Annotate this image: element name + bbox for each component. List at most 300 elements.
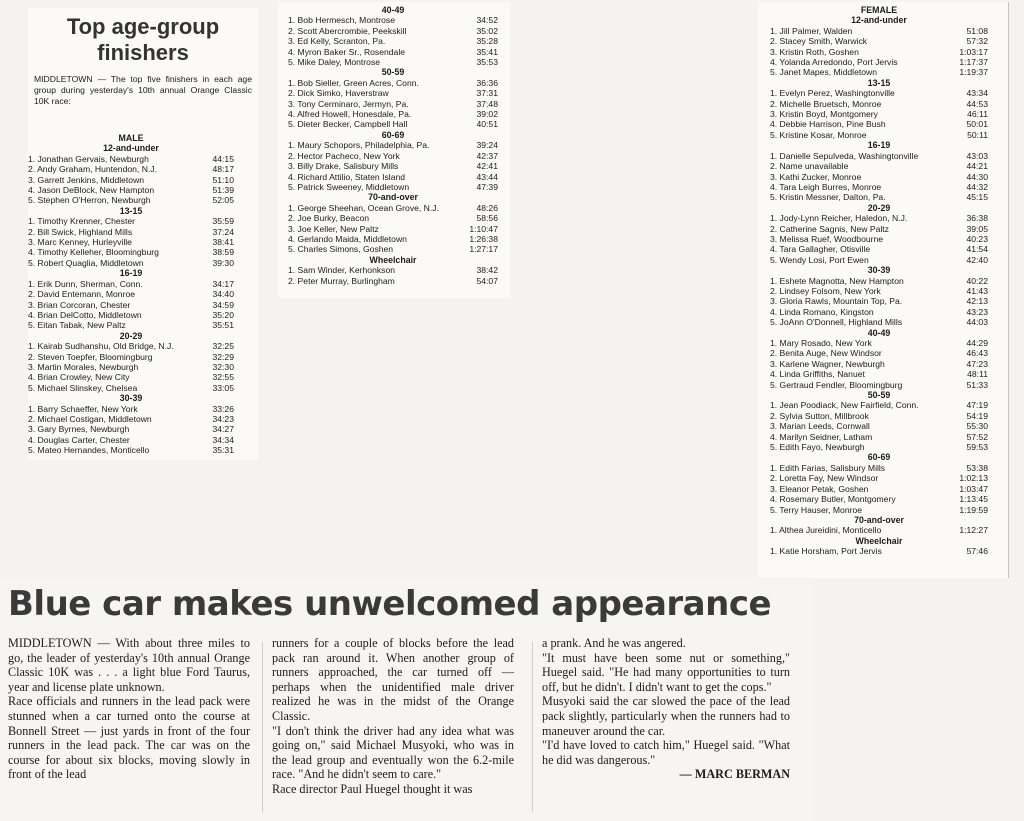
result-row <box>288 119 498 129</box>
finish-time: 35:41 <box>476 46 498 57</box>
result-row <box>770 276 988 286</box>
finish-time: 1:10:47 <box>469 223 498 234</box>
article-paragraph: "I'd have loved to catch him," Huegel said. "What he did was dangerous." <box>542 738 790 767</box>
result-row <box>770 359 988 369</box>
result-row <box>770 151 988 161</box>
runner-name: 5. Eitan Tabak, New Paltz <box>28 320 126 331</box>
finish-time: 55:30 <box>966 421 988 432</box>
finish-time: 42:40 <box>966 254 988 265</box>
runner-name: 5. Charles Simons, Goshen <box>288 244 394 255</box>
result-row <box>770 546 988 556</box>
runner-name: 1. Kairab Sudhanshu, Old Bridge, N.J. <box>28 341 174 352</box>
runner-name: 4. Richard Attilio, Staten Island <box>288 171 406 182</box>
finish-time: 32:30 <box>212 361 234 372</box>
finish-time: 35:28 <box>476 36 498 47</box>
runner-name: 4. Brian DelCotto, Middletown <box>28 309 142 320</box>
finish-time: 43:23 <box>966 306 988 317</box>
finish-time: 53:38 <box>966 462 988 473</box>
age-group-clipping-female <box>758 2 1009 578</box>
runner-name: 2. Bill Swick, Highland Mills <box>28 226 133 237</box>
runner-name: 3. Billy Drake, Salisbury Mills <box>288 161 399 172</box>
runner-name: 1. Bob Hermesch, Montrose <box>288 15 395 26</box>
result-row <box>770 432 988 442</box>
result-row <box>28 404 234 414</box>
result-row <box>770 442 988 452</box>
runner-name: 5. Mateo Hernandes, Monticello <box>28 445 150 456</box>
section-heading: 12-and-under <box>103 143 159 154</box>
results-list-male-young <box>28 133 234 456</box>
finish-time: 36:36 <box>476 77 498 88</box>
runner-name: 2. Joe Burky, Beacon <box>288 213 370 224</box>
column-divider <box>532 642 533 812</box>
finish-time: 37:48 <box>476 98 498 109</box>
finish-time: 39:05 <box>966 223 988 234</box>
result-row <box>770 26 988 36</box>
finish-time: 35:59 <box>212 216 234 227</box>
finish-time: 1:19:37 <box>959 67 988 78</box>
finish-time: 44:15 <box>212 153 234 164</box>
finish-time: 34:59 <box>212 299 234 310</box>
result-row <box>28 445 234 455</box>
result-row <box>28 372 234 382</box>
runner-name: 3. Karlene Wagner, Newburgh <box>770 358 885 369</box>
finish-time: 47:19 <box>966 400 988 411</box>
result-row <box>288 161 498 171</box>
result-row <box>288 36 498 46</box>
article-column-1 <box>8 636 250 782</box>
finish-time: 33:26 <box>212 403 234 414</box>
article-byline: — MARC BERMAN <box>679 767 790 782</box>
runner-name: 1. Jonathan Gervais, Newburgh <box>28 153 149 164</box>
result-row <box>288 15 498 25</box>
runner-name: 1. Althea Jureidini, Monticello <box>770 525 882 536</box>
section-heading: 60-69 <box>867 452 891 463</box>
runner-name: 1. Jody-Lynn Reicher, Haledon, N.J. <box>770 213 908 224</box>
runner-name: 4. Linda Romano, Kingston <box>770 306 874 317</box>
runner-name: 3. Joe Keller, New Paltz <box>288 223 379 234</box>
article-column-3 <box>542 636 790 782</box>
runner-name: 3. Tony Cerminaro, Jermyn, Pa. <box>288 98 409 109</box>
finish-time: 44:21 <box>966 161 988 172</box>
finish-time: 50:11 <box>967 129 988 140</box>
result-row <box>288 57 498 67</box>
result-row <box>28 362 234 372</box>
result-row <box>770 182 988 192</box>
runner-name: 1. Erik Dunn, Sherman, Conn. <box>28 278 143 289</box>
runner-name: 4. Alfred Howell, Honesdale, Pa. <box>288 109 412 120</box>
finish-time: 41:43 <box>966 285 988 296</box>
runner-name: 2. Michelle Bruetsch, Monroe <box>770 98 882 109</box>
runner-name: 4. Tara Leigh Burres, Monroe <box>770 181 882 192</box>
result-row <box>28 247 234 257</box>
runner-name: 1. Mary Rosado, New York <box>770 338 872 348</box>
finish-time: 44:30 <box>966 171 988 182</box>
runner-name: 1. Barry Schaeffer, New York <box>28 403 138 414</box>
runner-name: 4. Gerlando Maida, Middletown <box>288 233 407 244</box>
runner-name: 4. Marilyn Seidner, Latham <box>770 431 873 442</box>
result-row <box>288 213 498 223</box>
finish-time: 57:46 <box>966 546 988 557</box>
runner-name: 5. Stephen O'Herron, Newburgh <box>28 195 151 206</box>
result-row <box>288 234 498 244</box>
runner-name: 3. Gary Byrnes, Newburgh <box>28 424 130 435</box>
runner-name: 2. Hector Pacheco, New York <box>288 150 400 161</box>
finish-time: 58:56 <box>476 213 498 224</box>
results-list-male-older <box>288 5 498 286</box>
finish-time: 48:17 <box>212 164 234 175</box>
result-row <box>770 484 988 494</box>
age-group-clipping-male-older <box>278 2 510 298</box>
runner-name: 3. Garrett Jenkins, Middletown <box>28 174 145 185</box>
runner-name: 3. Kristin Boyd, Montgomery <box>770 109 878 120</box>
finish-time: 51:39 <box>212 185 234 196</box>
runner-name: 1. Eshete Magnotta, New Hampton <box>770 275 904 286</box>
runner-name: 5. Kristin Messner, Dalton, Pa. <box>770 192 886 203</box>
article-paragraph: Race director Paul Huegel thought it was <box>272 781 473 796</box>
runner-name: 2. Scott Abercrombie, Peekskill <box>288 25 407 36</box>
result-row <box>28 435 234 445</box>
finish-time: 51:08 <box>966 25 988 36</box>
runner-name: 5. Gertraud Fendler, Bloomingburg <box>770 379 903 390</box>
runner-name: 1. Bob Sieller, Green Acres, Conn. <box>288 77 419 88</box>
section-heading: 20-29 <box>867 202 891 213</box>
result-row <box>770 348 988 358</box>
runner-name: 3. Marc Kenney, Hurleyville <box>28 237 132 248</box>
runner-name: 5. Wendy Losi, Port Ewen <box>770 254 869 265</box>
finish-time: 37:31 <box>476 88 498 99</box>
article-paragraph: MIDDLETOWN — With about three miles to go, the leader of yesterday's 10th annual Orange Classic 10K was . . . a light blue Ford Taurus, year and license plate unknown. <box>8 636 250 694</box>
article-clipping <box>0 580 812 821</box>
result-row <box>770 224 988 234</box>
article-paragraph: Musyoki said the car slowed the pace of the lead pack slightly, particularly when the runners had to maneuver around the car. <box>542 694 790 738</box>
result-row <box>770 109 988 119</box>
runner-name: 5. JoAnn O'Donnell, Highland Mills <box>770 317 903 328</box>
result-row <box>770 172 988 182</box>
result-row <box>288 26 498 36</box>
finish-time: 43:44 <box>476 171 498 182</box>
result-row <box>28 300 234 310</box>
finish-time: 57:32 <box>966 36 988 47</box>
finish-time: 44:32 <box>966 181 988 192</box>
result-row <box>770 380 988 390</box>
runner-name: 4. Debbie Harrison, Pine Bush <box>770 119 886 130</box>
finish-time: 1:03:17 <box>959 46 988 57</box>
article-paragraph: Race officials and runners in the lead pack were stunned when a car turned onto the course at Bonnell Street — just yards in front of the four runners in the lead pack. The car was on the course for about six blocks, moving slowly in front of the lead <box>8 694 250 782</box>
result-row <box>770 36 988 46</box>
result-row <box>28 154 234 164</box>
finish-time: 42:13 <box>966 296 988 307</box>
article-headline: Blue car makes unwelcomed appearance <box>8 584 772 624</box>
finish-time: 37:24 <box>212 226 234 237</box>
runner-name: 3. Kristin Roth, Goshen <box>770 46 859 57</box>
result-row <box>770 421 988 431</box>
section-heading: FEMALE <box>860 5 898 15</box>
runner-name: 2. Andy Graham, Huntendon, N.J. <box>28 164 157 175</box>
finish-time: 34:27 <box>212 424 234 435</box>
result-row <box>28 195 234 205</box>
finish-time: 48:26 <box>476 202 498 213</box>
result-row <box>288 78 498 88</box>
runner-name: 5. Janet Mapes, Middletown <box>770 67 878 78</box>
finish-time: 1:13:45 <box>959 494 988 505</box>
result-row <box>288 244 498 254</box>
result-row <box>28 227 234 237</box>
finish-time: 54:07 <box>476 275 498 286</box>
result-row <box>770 296 988 306</box>
section-heading: 12-and-under <box>851 15 907 26</box>
result-row <box>770 463 988 473</box>
finish-time: 52:05 <box>212 195 234 206</box>
section-heading: MALE <box>118 133 144 143</box>
clipping-intro: MIDDLETOWN — The top five finishers in each age group during yesterday's 10th annual Orange Classic 10K race: <box>34 74 252 106</box>
finish-time: 39:30 <box>212 257 234 268</box>
result-row <box>770 67 988 77</box>
result-row <box>28 216 234 226</box>
section-heading: 50-59 <box>381 67 405 78</box>
runner-name: 4. Brian Crowley, New City <box>28 372 130 383</box>
finish-time: 38:41 <box>212 237 234 248</box>
section-heading: 30-39 <box>119 393 143 404</box>
section-heading: Wheelchair <box>369 254 417 265</box>
runner-name: 4. Jason DeBlock, New Hampton <box>28 185 155 196</box>
finish-time: 34:34 <box>212 434 234 445</box>
result-row <box>770 369 988 379</box>
runner-name: 5. Patrick Sweeney, Middletown <box>288 181 410 192</box>
runner-name: 2. Catherine Sagnis, New Paltz <box>770 223 889 234</box>
finish-time: 1:19:59 <box>959 504 988 515</box>
runner-name: 1. Danielle Sepulveda, Washingtonville <box>770 150 919 161</box>
result-row <box>770 307 988 317</box>
finish-time: 51:10 <box>212 174 234 185</box>
runner-name: 3. Kathi Zucker, Monroe <box>770 171 862 182</box>
finish-time: 44:53 <box>966 98 988 109</box>
finish-time: 38:59 <box>212 247 234 258</box>
section-heading: 40-49 <box>867 327 891 338</box>
result-row <box>288 182 498 192</box>
result-row <box>770 525 988 535</box>
result-row <box>28 279 234 289</box>
finish-time: 42:41 <box>476 161 498 172</box>
section-heading: 50-59 <box>867 390 891 401</box>
runner-name: 1. Evelyn Perez, Washingtonville <box>770 88 895 99</box>
finish-time: 1:27:17 <box>469 244 498 255</box>
result-row <box>28 310 234 320</box>
result-row <box>288 151 498 161</box>
result-row <box>28 175 234 185</box>
section-heading: 13-15 <box>867 77 891 88</box>
column-divider <box>262 642 263 812</box>
result-row <box>288 88 498 98</box>
result-row <box>28 341 234 351</box>
result-row <box>28 383 234 393</box>
runner-name: 2. David Entemann, Monroe <box>28 289 136 300</box>
result-row <box>28 164 234 174</box>
result-row <box>288 276 498 286</box>
result-row <box>770 99 988 109</box>
finish-time: 32:55 <box>212 372 234 383</box>
runner-name: 4. Timothy Kelleher, Bloomingburg <box>28 247 159 258</box>
finish-time: 47:39 <box>476 181 498 192</box>
runner-name: 5. Terry Hauser, Monroe <box>770 504 863 515</box>
result-row <box>770 47 988 57</box>
finish-time: 32:29 <box>212 351 234 362</box>
age-group-clipping-male <box>28 8 258 460</box>
finish-time: 33:05 <box>212 382 234 393</box>
article-paragraph: runners for a couple of blocks before the lead pack ran around it. When another group of runners approached, the car turned off — perhaps when the unidentified male driver realized he was in the midst of the Orange Classic. <box>272 636 514 723</box>
runner-name: 5. Edith Fayo, Newburgh <box>770 442 865 453</box>
result-row <box>288 140 498 150</box>
result-row <box>28 352 234 362</box>
runner-name: 3. Brian Corcoran, Chester <box>28 299 131 310</box>
runner-name: 4. Yolanda Arredondo, Port Jervis <box>770 57 898 68</box>
runner-name: 3. Eleanor Petak, Goshen <box>770 483 869 494</box>
finish-time: 35:53 <box>476 57 498 68</box>
runner-name: 2. Benita Auge, New Windsor <box>770 348 882 359</box>
runner-name: 3. Melissa Ruef, Woodbourne <box>770 233 884 244</box>
runner-name: 1. Maury Schopors, Philadelphia, Pa. <box>288 140 430 151</box>
result-row <box>770 234 988 244</box>
result-row <box>28 414 234 424</box>
result-row <box>288 265 498 275</box>
result-row <box>770 161 988 171</box>
section-heading: 40-49 <box>381 5 405 15</box>
finish-time: 47:23 <box>966 358 988 369</box>
runner-name: 2. Name unavailable <box>770 161 849 172</box>
runner-name: 4. Myron Baker Sr., Rosendale <box>288 46 406 57</box>
section-heading: 70-and-over <box>854 514 904 525</box>
article-paragraph: "I don't think the driver had any idea what was going on," said Michael Musyoki, who was in the lead group and eventually won the 6.2-mile race. "And he didn't seem to care." <box>272 723 514 782</box>
finish-time: 46:11 <box>967 109 988 120</box>
result-row <box>288 47 498 57</box>
result-row <box>288 99 498 109</box>
result-row <box>770 494 988 504</box>
runner-name: 4. Linda Griffiths, Nanuet <box>770 369 865 380</box>
finish-time: 35:51 <box>212 320 234 331</box>
result-row <box>770 317 988 327</box>
finish-time: 40:51 <box>476 119 498 130</box>
result-row <box>770 192 988 202</box>
runner-name: 1. Edith Farias, Salisbury Mills <box>770 462 886 473</box>
runner-name: 1. George Sheehan, Ocean Grove, N.J. <box>288 202 439 213</box>
result-row <box>288 109 498 119</box>
article-column-2 <box>272 636 514 797</box>
runner-name: 1. Sam Winder, Kerhonkson <box>288 265 395 276</box>
result-row <box>770 338 988 348</box>
finish-time: 34:40 <box>212 289 234 300</box>
section-heading: 13-15 <box>119 205 143 216</box>
section-heading: 20-29 <box>119 330 143 341</box>
section-heading: 16-19 <box>119 268 143 279</box>
runner-name: 1. Katie Horsham, Port Jervis <box>770 546 882 557</box>
runner-name: 2. Steven Toepfer, Bloomingburg <box>28 351 153 362</box>
result-row <box>288 203 498 213</box>
result-row <box>28 237 234 247</box>
finish-time: 32:25 <box>212 341 234 352</box>
runner-name: 2. Sylvia Sutton, Millbrook <box>770 410 869 421</box>
result-row <box>770 88 988 98</box>
finish-time: 39:02 <box>476 109 498 120</box>
result-row <box>770 130 988 140</box>
section-heading: Wheelchair <box>855 535 903 546</box>
finish-time: 1:03:47 <box>959 483 988 494</box>
runner-name: 4. Tara Gallagher, Otisville <box>770 244 871 255</box>
runner-name: 5. Robert Quaglia, Middletown <box>28 257 144 268</box>
result-row <box>770 255 988 265</box>
runner-name: 2. Stacey Smith, Warwick <box>770 36 868 47</box>
finish-time: 35:02 <box>476 25 498 36</box>
finish-time: 43:34 <box>966 88 988 99</box>
finish-time: 59:53 <box>966 442 988 453</box>
finish-time: 46:43 <box>966 348 988 359</box>
result-row <box>288 224 498 234</box>
finish-time: 54:19 <box>966 410 988 421</box>
finish-time: 35:20 <box>212 309 234 320</box>
article-paragraph: a prank. And he was angered. <box>542 636 686 650</box>
result-row <box>770 473 988 483</box>
section-heading: 16-19 <box>867 140 891 151</box>
finish-time: 48:11 <box>967 369 988 380</box>
finish-time: 38:42 <box>476 265 498 276</box>
result-row <box>770 400 988 410</box>
results-list-female <box>770 5 988 557</box>
finish-time: 50:01 <box>966 119 988 130</box>
finish-time: 1:02:13 <box>959 473 988 484</box>
runner-name: 2. Loretta Fay, New Windsor <box>770 473 879 484</box>
finish-time: 51:33 <box>966 379 988 390</box>
result-row <box>28 289 234 299</box>
runner-name: 2. Dick Simko, Haverstraw <box>288 88 389 99</box>
runner-name: 2. Lindsey Folsom, New York <box>770 285 881 296</box>
finish-time: 1:17:37 <box>959 57 988 68</box>
result-row <box>28 424 234 434</box>
runner-name: 2. Peter Murray, Burlingham <box>288 275 395 286</box>
section-heading: 70-and-over <box>368 192 418 203</box>
finish-time: 44:03 <box>966 317 988 328</box>
result-row <box>770 213 988 223</box>
runner-name: 3. Martin Morales, Newburgh <box>28 361 139 372</box>
runner-name: 5. Dieter Becker, Campbell Hall <box>288 119 408 130</box>
finish-time: 45:15 <box>966 192 988 203</box>
runner-name: 4. Douglas Carter, Chester <box>28 434 130 445</box>
finish-time: 43:03 <box>966 150 988 161</box>
section-heading: 30-39 <box>867 265 891 276</box>
finish-time: 34:23 <box>212 413 234 424</box>
clipping-headline: Top age-group finishers <box>66 14 220 65</box>
finish-time: 34:52 <box>476 15 498 26</box>
result-row <box>770 57 988 67</box>
finish-time: 1:12:27 <box>959 525 988 536</box>
runner-name: 5. Mike Daley, Montrose <box>288 57 381 68</box>
result-row <box>770 244 988 254</box>
runner-name: 1. Jill Palmer, Walden <box>770 25 853 36</box>
result-row <box>28 185 234 195</box>
finish-time: 42:37 <box>476 150 498 161</box>
result-row <box>770 119 988 129</box>
finish-time: 39:24 <box>476 140 498 151</box>
section-heading: 60-69 <box>381 129 405 140</box>
runner-name: 5. Kristine Kosar, Monroe <box>770 129 867 140</box>
runner-name: 5. Michael Slinskey, Chelsea <box>28 382 138 393</box>
finish-time: 41:54 <box>966 244 988 255</box>
result-row <box>770 411 988 421</box>
finish-time: 35:31 <box>212 445 234 456</box>
runner-name: 3. Gloria Rawls, Mountain Top, Pa. <box>770 296 903 307</box>
result-row <box>770 505 988 515</box>
runner-name: 4. Rosemary Butler, Montgomery <box>770 494 896 505</box>
result-row <box>28 320 234 330</box>
runner-name: 3. Marian Leeds, Cornwall <box>770 421 870 432</box>
result-row <box>770 286 988 296</box>
